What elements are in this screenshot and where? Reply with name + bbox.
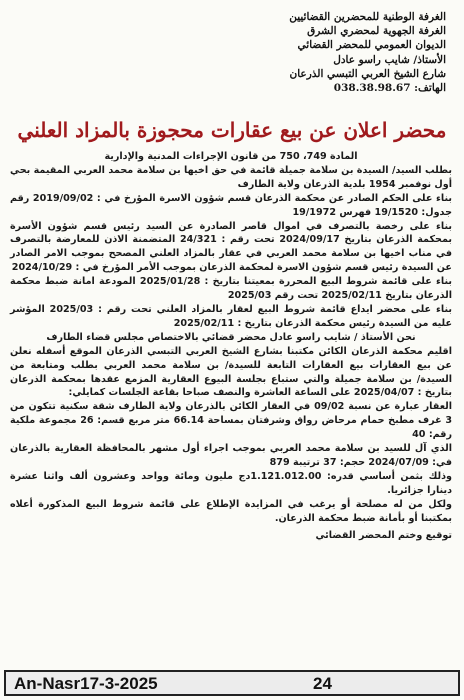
notice-title: محضر اعلان عن بيع عقارات محجوزة بالمزاد العلني: [17, 118, 447, 142]
bailiff-office-header: [116, 10, 446, 95]
paragraph-sale-conditions: بناء على قائمة شروط البيع المحررة بمعيتنا بتاريخ : 2025/01/28 المودعة امانة ضبط محكمة الذرعان بتاريخ 2025/02/11 تحت رقم 2025/03: [10, 276, 453, 302]
header-bailiff-name: الأستاذ/ شايب راسو عادل: [333, 53, 446, 66]
paragraph-bailiff: نحن الأستاذ / شايب راسو عادل محضر قضائي بالاختصاص مجلس قضاء الطارف: [46, 331, 416, 343]
paragraph-property: العقار عبارة عن نسبة 09/02 في العقار الكائن بالذرعان ولاية الطارف شقة سكنية تتكون من 3 غرف مطبخ حمام مرحاض رواق وشرفتان بمساحة 66.14 متر مربع قسم: 26 مجموعة ملكية رقم: 40: [10, 401, 452, 441]
paragraph-authorization: بناء على رخصة بالتصرف في اموال قاصر الصادرة عن السيد رئيس قسم شؤون الأسرة بمحكمة الذرعان بتاريخ 2024/09/17 تحت رقم : 24/321 المتضمنة الاذن للمعارضة بالتصرف في مناب اخيها بن سلامة محمد العربي في عقار بالمزاد العلني المصحح بموجب الامر الصادر عن السيدة رئيس قسم شؤون الاسرة لمحكمة الذرعان بموجب الأمر المؤرخ في : 2024/10/29: [10, 220, 452, 274]
publication-date: An-Nasr17-3-2025: [14, 674, 158, 693]
page-number: 24: [313, 674, 332, 693]
signature-line: توقيع وختم المحضر القضائي: [315, 530, 452, 542]
header-regional-chamber: الغرفة الجهوية لمحضري الشرق: [307, 25, 446, 38]
notice-body: [10, 150, 452, 670]
legal-reference: المادة 749، 750 من قانون الإجراءات المدنية والإدارية: [104, 151, 358, 162]
paragraph-announcement: اقليم محكمة الذرعان الكائن مكتبنا بشارع الشيخ العربي التبسي الذرعان الموقع أسفله نعلن عن بيع العقارات بيع العقارات التابعة للسيدة/ بن سلامة محمد العربي بطلب ومتابعة من السيدة/ بن سلامة جميلة والتي ستباع بجلسة البيوع العقارية المزمع عقدها بمحكمة الذرعان بتاريخ : 2025/04/07 على الساعة العاشرة والنصف صباحا بقاعة الجلسات كمايلي:: [10, 345, 452, 399]
header-phone: الهاتف: 038.38.98.67: [333, 82, 446, 95]
paragraph-ownership: الذي آل للسيد بن سلامة محمد العربي بموجب اجراء أول مشهر بالمحافظة العقارية بالذرعان في: 2024/07/09 حجم: 37 ترتيبة 879: [10, 443, 452, 468]
header-office: الديوان العمومي للمحضر القضائي: [297, 39, 446, 52]
header-address: شارع الشيخ العربي التبسي الذرعان: [289, 67, 446, 80]
paragraph-consultation: ولكل من له مصلحة أو يرغب في المزايدة الإطلاع على قائمة شروط البيع المذكورة أعلاه بمكتبنا أو بأمانة ضبط محكمة الذرعان.: [10, 498, 452, 524]
paragraph-requester: بطلب السيد/ السيدة بن سلامة جميلة قائمة في حق اخيها بن سلامة محمد العربي المقيمة بحي أول نوفمبر 1954 بلدية الذرعان ولاية الطارف: [10, 164, 452, 190]
paragraph-base-price: وذلك بثمن أساسي قدره: 1.121.012.00دج مليون ومائة وواحد وعشرون ألف واثنا عشرة دينارا جزائريا.: [10, 470, 452, 496]
paragraph-judgment: بناء على الحكم الصادر عن محكمة الذرعان قسم شؤون الاسرة المؤرخ في : 2019/09/02 رقم جدول: 19/1520 فهرس 19/1972: [10, 192, 452, 218]
page-footer: [4, 670, 460, 696]
paragraph-deposit-record: بناء على محضر ايداع قائمة شروط البيع لعقار بالمزاد العلني تحت رقم : 2025/03 المؤشر عليه من السيدة رئيس محكمة الذرعان بتاريخ : 2025/02/11: [10, 303, 452, 329]
header-national-chamber: الغرفة الوطنية للمحضرين القضائيين: [289, 11, 446, 23]
